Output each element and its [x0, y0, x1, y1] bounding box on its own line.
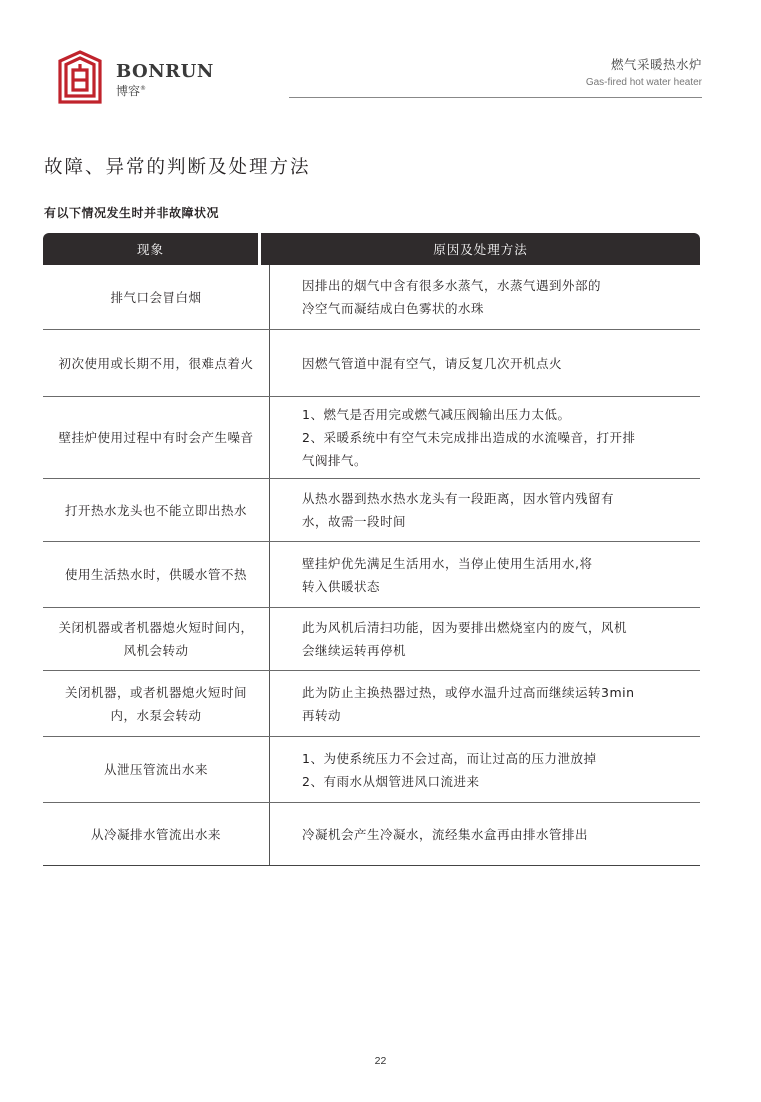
- table-row: [43, 479, 700, 542]
- cause-line: 2、采暖系统中有空气未完成排出造成的水流噪音，打开排: [302, 430, 636, 445]
- symptom-line: 打开热水龙头也不能立: [64, 502, 195, 518]
- cause-line: 壁挂炉优先满足生活用水，当停止使用生活用水,将: [302, 555, 593, 571]
- symptom-cell: [43, 397, 270, 478]
- cause-line: 2、有雨水从烟管进风口流进来: [302, 773, 480, 789]
- header-divider: [289, 97, 702, 98]
- symptom-cell: [43, 330, 270, 396]
- cause-line: 再转动: [302, 707, 342, 723]
- table-row: [43, 608, 700, 671]
- symptom-text: 从泄压管流出水来: [103, 762, 208, 777]
- document-title-cn: 燃气采暖热水炉: [610, 57, 702, 72]
- column-header-symptom: 现象: [43, 233, 258, 265]
- cause-line: 冷凝机会产生冷凝水，流经集水盒再由排水管排出: [302, 826, 589, 842]
- cause-line: 水，故需一段时间: [302, 514, 407, 529]
- symptom-cell: [43, 737, 270, 802]
- cause-line: 气阀排气。: [302, 453, 368, 468]
- brand-name-en: BONRUN: [116, 61, 214, 82]
- table-header: [43, 233, 700, 265]
- table-row: [43, 397, 700, 479]
- cause-cell: [270, 608, 700, 670]
- cause-cell: [270, 671, 700, 736]
- symptom-line: 初次使用或长期不: [58, 355, 163, 371]
- cause-line: 此为防止主换热器过热，或停水温升过高而继续运转3min: [302, 684, 635, 700]
- cause-line: 转入供暖状态: [302, 578, 381, 594]
- symptom-line: 用，很难点着火: [162, 355, 254, 371]
- cause-cell: [270, 803, 700, 865]
- cause-cell: [270, 330, 700, 396]
- cause-line: 此为风机后清扫功能，因为要排出燃烧室内的废气，风机: [302, 620, 628, 635]
- cause-cell: [270, 542, 700, 607]
- symptom-text: 从冷凝排水管流出水来: [90, 826, 221, 842]
- document-title-en: Gas-fired hot water heater: [585, 77, 702, 88]
- symptom-cell: [43, 608, 270, 670]
- symptom-line: 使用生活热水时，供: [64, 567, 182, 582]
- brand-text: [116, 62, 214, 98]
- cause-cell: [270, 737, 700, 802]
- registered-mark: ®: [140, 85, 147, 92]
- table-row: [43, 737, 700, 803]
- cause-cell: [270, 479, 700, 541]
- cause-line: 冷空气而凝结成白色雾状的水珠: [302, 301, 485, 316]
- table-row: [43, 330, 700, 397]
- symptom-text: 排气口会冒白烟: [110, 289, 202, 305]
- section-title: 故障、异常的判断及处理方法: [44, 157, 311, 178]
- column-header-cause: 原因及处理方法: [261, 233, 700, 265]
- symptom-line: 壁挂炉使用过程中有: [58, 430, 176, 445]
- bonrun-logo-icon: [57, 50, 103, 104]
- cause-line: 会继续运转再停机: [302, 643, 407, 658]
- table-row: [43, 803, 700, 866]
- cause-line: 从热水器到热水热水龙头有一段距离，因水管内残留有: [302, 491, 615, 506]
- symptom-cell: [43, 542, 270, 607]
- table-body: [43, 265, 700, 866]
- symptom-line: 时间内，风机会转动: [123, 620, 254, 658]
- symptom-line: 关闭机器，或者机器熄火短: [64, 684, 221, 700]
- cause-line: 1、为使系统压力不会过高，而让过高的压力泄放掉: [302, 750, 597, 766]
- symptom-line: 时会产生噪音: [175, 430, 254, 445]
- page-number: 22: [374, 1055, 387, 1067]
- cause-cell: [270, 265, 700, 329]
- symptom-line: 暖水管不热: [182, 567, 248, 582]
- table-row: [43, 542, 700, 608]
- table-row: [43, 671, 700, 737]
- brand-name-cn-text: 博容: [116, 84, 141, 98]
- symptom-cell: [43, 479, 270, 541]
- symptom-line: 即出热水: [195, 502, 248, 518]
- cause-line: 因排出的烟气中含有很多水蒸气，水蒸气遇到外部的: [302, 278, 602, 293]
- symptom-line: 时间内，水泵会转动: [110, 684, 248, 723]
- document-title: [586, 57, 702, 90]
- symptom-cell: [43, 265, 270, 329]
- symptom-cell: [43, 803, 270, 865]
- symptom-line: 关闭机器或者机器熄火短: [58, 620, 202, 635]
- cause-cell: [270, 397, 700, 478]
- brand-name-cn: [116, 82, 214, 98]
- troubleshooting-table: [43, 233, 700, 866]
- cause-line: 1、燃气是否用完或燃气减压阀输出压力太低。: [302, 407, 571, 422]
- table-row: [43, 265, 700, 330]
- cause-line: 因燃气管道中混有空气，请反复几次开机点火: [302, 355, 563, 371]
- section-subtitle: 有以下情况发生时并非故障状况: [44, 206, 220, 220]
- symptom-cell: [43, 671, 270, 736]
